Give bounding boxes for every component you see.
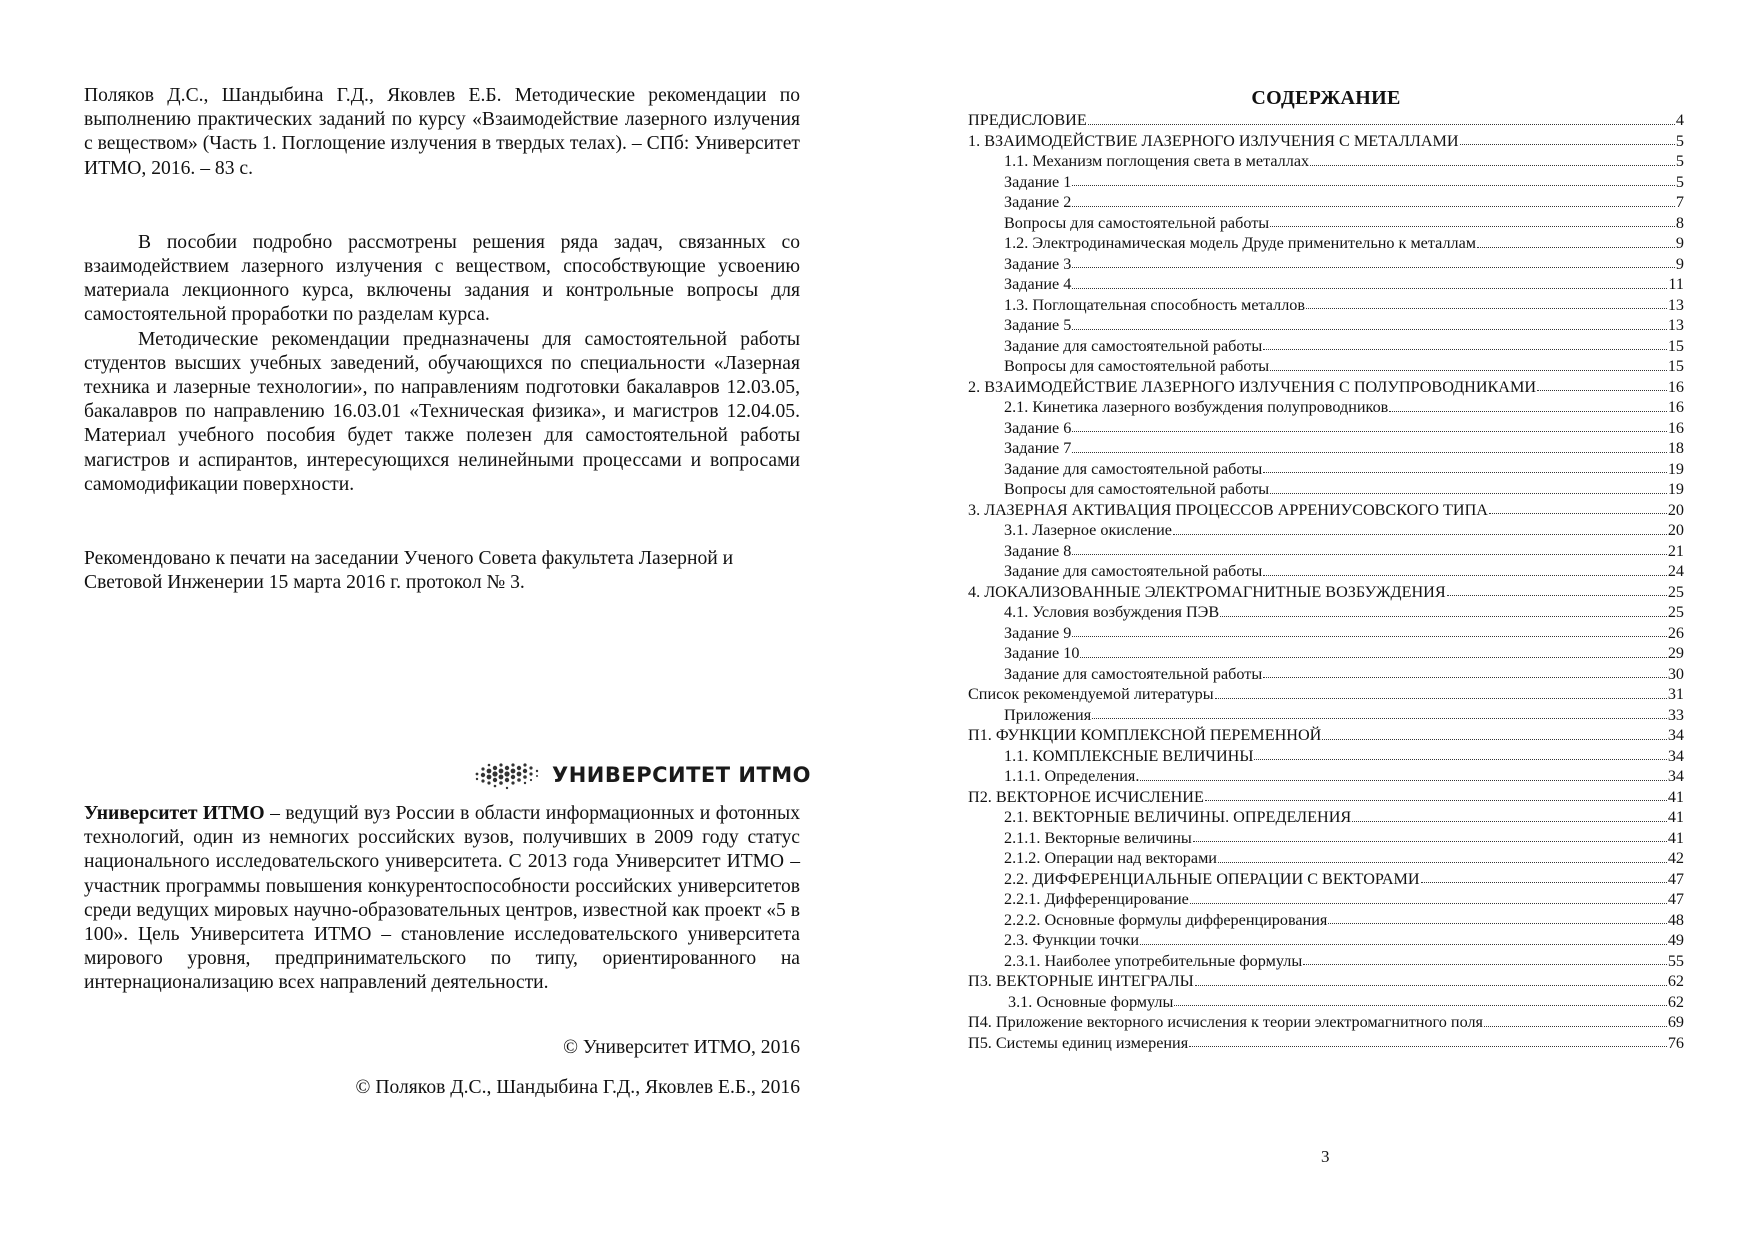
publication-approval: Рекомендовано к печати на заседании Ученого Совета факультета Лазерной и Световой Инженерии 15 марта 2016 г. протокол № 3. xyxy=(84,548,734,594)
toc-dot-leader xyxy=(1215,698,1667,699)
toc-dot-leader xyxy=(1263,677,1667,678)
toc-entry[interactable] xyxy=(968,172,1684,193)
toc-entry-label: Задание 5 xyxy=(1004,316,1072,334)
toc-entry-label: П4. Приложение векторного исчисления к теории электромагнитного поля xyxy=(968,1013,1483,1031)
toc-dot-leader xyxy=(1072,185,1675,186)
toc-entry[interactable] xyxy=(968,930,1684,951)
toc-entry-label: П1. ФУНКЦИИ КОМПЛЕКСНОЙ ПЕРЕМЕННОЙ xyxy=(968,726,1322,744)
toc-dot-leader xyxy=(1263,349,1667,350)
toc-dot-leader xyxy=(1218,862,1667,863)
toc-entry[interactable] xyxy=(968,479,1684,500)
toc-entry-label: 2. ВЗАИМОДЕЙСТВИЕ ЛАЗЕРНОГО ИЗЛУЧЕНИЯ С ПОЛУПРОВОДНИКАМИ xyxy=(968,377,1537,396)
toc-entry-label: 2.1.2. Операции над векторами xyxy=(1004,849,1217,867)
toc-entry-label: 1. ВЗАИМОДЕЙСТВИЕ ЛАЗЕРНОГО ИЗЛУЧЕНИЯ С МЕТАЛЛАМИ xyxy=(968,131,1459,150)
toc-entry[interactable] xyxy=(968,971,1684,992)
toc-entry[interactable] xyxy=(968,828,1684,849)
toc-dot-leader xyxy=(1205,800,1667,801)
toc-entry[interactable] xyxy=(968,336,1684,357)
toc-entry-page: 9 xyxy=(1675,234,1684,252)
toc-entry-label: 2.1. ВЕКТОРНЫЕ ВЕЛИЧИНЫ. ОПРЕДЕЛЕНИЯ xyxy=(1004,808,1352,826)
toc-dot-leader xyxy=(1140,780,1666,781)
toc-entry[interactable] xyxy=(968,295,1684,316)
university-name-bold: Университет ИТМО xyxy=(84,803,265,824)
bibliographic-reference: Поляков Д.С., Шандыбина Г.Д., Яковлев Е.Б. Методические рекомендации по выполнению практических заданий по курсу «Взаимодействие лазерного излучения с веществом» (Часть 1. Поглощение излучения в твердых телах). – СПб: Университет ИТМО, 2016. – 83 с. xyxy=(84,85,800,179)
toc-dot-leader xyxy=(1310,165,1675,166)
toc-dot-leader xyxy=(1489,513,1667,514)
toc-entry[interactable] xyxy=(968,377,1684,398)
toc-dot-leader xyxy=(1072,267,1675,268)
toc-entry-label: Задание 9 xyxy=(1004,623,1072,642)
toc-entry-page: 9 xyxy=(1675,254,1684,273)
toc-entry[interactable] xyxy=(968,151,1684,172)
toc-entry-page: 76 xyxy=(1667,1033,1684,1052)
toc-entry-page: 16 xyxy=(1667,377,1684,396)
toc-entry[interactable] xyxy=(968,766,1684,787)
toc-dot-leader xyxy=(1193,841,1667,842)
toc-entry-page: 20 xyxy=(1667,500,1684,519)
toc-entry-page: 24 xyxy=(1667,562,1684,580)
toc-entry-page: 25 xyxy=(1667,603,1684,621)
right-page xyxy=(968,86,1684,1053)
toc-dot-leader xyxy=(1072,206,1675,207)
toc-entry[interactable] xyxy=(968,110,1684,131)
toc-entry[interactable] xyxy=(968,889,1684,910)
toc-entry-label: Задание 1 xyxy=(1004,172,1072,191)
toc-entry-page: 13 xyxy=(1667,295,1684,314)
copyright-university: © Университет ИТМО, 2016 xyxy=(563,1037,800,1058)
toc-entry-label: 2.3.1. Наиболее употребительные формулы xyxy=(1004,951,1303,970)
toc-entry-page: 47 xyxy=(1667,869,1684,888)
toc-entry-page: 11 xyxy=(1668,275,1684,293)
toc-entry-page: 5 xyxy=(1675,131,1684,150)
toc-entry-label: Задание 6 xyxy=(1004,418,1072,437)
itmo-logo xyxy=(474,758,811,792)
toc-entry-label: Задание 2 xyxy=(1004,193,1072,211)
toc-entry[interactable] xyxy=(968,459,1684,480)
toc-dot-leader xyxy=(1303,964,1667,965)
left-page xyxy=(84,84,800,595)
toc-entry-page: 16 xyxy=(1667,418,1684,437)
toc-entry-label: Задание 10 xyxy=(1004,644,1080,662)
toc-entry-label: 1.2. Электродинамическая модель Друде применительно к металлам xyxy=(1004,234,1477,252)
toc-entry-page: 34 xyxy=(1667,726,1684,744)
toc-entry[interactable] xyxy=(968,643,1684,664)
toc-entry[interactable] xyxy=(968,233,1684,254)
toc-entry-label: 1.1. Механизм поглощения света в металлах xyxy=(1004,152,1310,170)
toc-dot-leader xyxy=(1173,534,1667,535)
toc-entry-page: 15 xyxy=(1667,357,1684,375)
toc-entry-page: 25 xyxy=(1667,582,1684,601)
toc-entry-label: 2.1. Кинетика лазерного возбуждения полупроводников xyxy=(1004,398,1389,416)
toc-entry-page: 16 xyxy=(1667,398,1684,416)
toc-entry-page: 21 xyxy=(1667,541,1684,560)
toc-entry-page: 69 xyxy=(1667,1013,1684,1031)
toc-entry-page: 41 xyxy=(1667,787,1684,806)
toc-entry-page: 5 xyxy=(1675,152,1684,170)
toc-entry-label: Вопросы для самостоятельной работы xyxy=(1004,213,1270,232)
toc-dot-leader xyxy=(1092,718,1667,719)
toc-entry-label: 2.1.1. Векторные величины xyxy=(1004,828,1192,847)
toc-entry-label: Вопросы для самостоятельной работы xyxy=(1004,480,1270,498)
toc-dot-leader xyxy=(1072,288,1667,289)
toc-entry[interactable] xyxy=(968,500,1684,521)
toc-entry-label: 4.1. Условия возбуждения ПЭВ xyxy=(1004,603,1220,621)
toc-entry[interactable] xyxy=(968,746,1684,767)
toc-entry-label: 4. ЛОКАЛИЗОВАННЫЕ ЭЛЕКТРОМАГНИТНЫЕ ВОЗБУЖДЕНИЯ xyxy=(968,582,1446,601)
toc-dot-leader xyxy=(1088,124,1675,125)
abstract-paragraph: В пособии подробно рассмотрены решения ряда задач, связанных со взаимодействием лазерного излучения с веществом, способствующие усвоению материала лекционного курса, включены задания и контрольные вопросы для самостоятельной проработки по разделам курса. xyxy=(84,231,800,326)
toc-entry-label: П5. Системы единиц измерения xyxy=(968,1033,1189,1052)
toc-entry[interactable] xyxy=(968,520,1684,541)
toc-entry-page: 5 xyxy=(1675,172,1684,191)
toc-entry-label: П2. ВЕКТОРНОЕ ИСЧИСЛЕНИЕ xyxy=(968,787,1204,806)
toc-dot-leader xyxy=(1421,882,1667,883)
toc-dot-leader xyxy=(1270,370,1667,371)
toc-entry[interactable] xyxy=(968,397,1684,418)
toc-dot-leader xyxy=(1263,472,1667,473)
toc-entry-page: 4 xyxy=(1675,111,1684,129)
toc-entry-label: 3.1. Основные формулы xyxy=(1008,992,1174,1011)
toc-entry[interactable] xyxy=(968,807,1684,828)
toc-dot-leader xyxy=(1189,1046,1667,1047)
toc-entry-page: 18 xyxy=(1667,439,1684,457)
toc-entry[interactable] xyxy=(968,787,1684,808)
table-of-contents xyxy=(968,110,1684,1053)
toc-dot-leader xyxy=(1254,759,1666,760)
toc-dot-leader xyxy=(1195,985,1667,986)
toc-entry[interactable] xyxy=(968,664,1684,685)
toc-dot-leader xyxy=(1072,431,1666,432)
toc-entry[interactable] xyxy=(968,623,1684,644)
toc-entry[interactable] xyxy=(968,561,1684,582)
toc-entry[interactable] xyxy=(968,684,1684,705)
toc-dot-leader xyxy=(1537,390,1667,391)
toc-entry[interactable] xyxy=(968,910,1684,931)
toc-entry-page: 47 xyxy=(1667,890,1684,908)
toc-dot-leader xyxy=(1174,1005,1666,1006)
toc-entry-page: 30 xyxy=(1667,664,1684,683)
toc-entry-page: 26 xyxy=(1667,623,1684,642)
toc-entry-label: Список рекомендуемой литературы xyxy=(968,685,1214,703)
university-description xyxy=(84,802,800,996)
toc-entry[interactable] xyxy=(968,1012,1684,1033)
toc-dot-leader xyxy=(1072,636,1666,637)
toc-entry-label: 2.2.2. Основные формулы дифференцирования xyxy=(1004,910,1328,929)
toc-entry[interactable] xyxy=(968,848,1684,869)
toc-dot-leader xyxy=(1460,144,1675,145)
toc-entry-page: 15 xyxy=(1667,336,1684,355)
toc-entry-page: 33 xyxy=(1667,705,1684,724)
page-number: 3 xyxy=(1321,1147,1330,1166)
toc-entry-page: 49 xyxy=(1667,931,1684,949)
toc-dot-leader xyxy=(1484,1026,1667,1027)
toc-entry-page: 19 xyxy=(1667,459,1684,478)
toc-entry-page: 62 xyxy=(1667,992,1684,1011)
toc-title: СОДЕРЖАНИЕ xyxy=(1251,87,1401,109)
toc-dot-leader xyxy=(1220,616,1667,617)
toc-entry-page: 20 xyxy=(1667,521,1684,539)
toc-entry-label: Задание для самостоятельной работы xyxy=(1004,336,1263,355)
toc-entry-page: 13 xyxy=(1667,316,1684,334)
toc-entry[interactable] xyxy=(968,213,1684,234)
toc-entry-page: 8 xyxy=(1675,213,1684,232)
toc-entry[interactable] xyxy=(968,356,1684,377)
toc-entry-label: 1.3. Поглощательная способность металлов xyxy=(1004,295,1306,314)
toc-entry-label: Задание для самостоятельной работы xyxy=(1004,459,1263,478)
itmo-dots-logo-icon xyxy=(474,760,542,790)
toc-dot-leader xyxy=(1140,944,1667,945)
toc-entry[interactable] xyxy=(968,418,1684,439)
toc-dot-leader xyxy=(1263,575,1667,576)
toc-entry-page: 55 xyxy=(1667,951,1684,970)
abstract xyxy=(84,231,800,497)
toc-entry-label: 1.1. КОМПЛЕКСНЫЕ ВЕЛИЧИНЫ xyxy=(1004,746,1254,765)
toc-dot-leader xyxy=(1072,329,1666,330)
toc-entry[interactable] xyxy=(968,1033,1684,1054)
toc-dot-leader xyxy=(1322,739,1666,740)
toc-entry-label: Вопросы для самостоятельной работы xyxy=(1004,357,1270,375)
toc-entry-label: ПРЕДИСЛОВИЕ xyxy=(968,111,1087,129)
toc-entry-label: 2.2.1. Дифференцирование xyxy=(1004,890,1189,908)
abstract-paragraph: Методические рекомендации предназначены для самостоятельной работы студентов высших учебных заведений, обучающихся по специальности «Лазерная техника и лазерные технологии», по направлениям подготовки бакалавров 12.03.05, бакалавров по направлению 16.03.01 «Техническая физика», и магистров 12.04.05. Материал учебного пособия будет также полезен для самостоятельной работы магистров и аспирантов, интересующихся нелинейными процессами и вопросами самомодификации поверхности. xyxy=(84,328,800,495)
toc-entry[interactable] xyxy=(968,725,1684,746)
toc-dot-leader xyxy=(1072,452,1666,453)
toc-entry-label: Задание 8 xyxy=(1004,541,1072,560)
toc-entry-label: Задание для самостоятельной работы xyxy=(1004,562,1263,580)
toc-entry-page: 41 xyxy=(1667,828,1684,847)
toc-entry-label: Приложения xyxy=(1004,705,1092,724)
toc-dot-leader xyxy=(1352,821,1667,822)
toc-entry-page: 41 xyxy=(1667,808,1684,826)
toc-dot-leader xyxy=(1072,554,1666,555)
toc-dot-leader xyxy=(1477,247,1675,248)
toc-entry-label: Задание 3 xyxy=(1004,254,1072,273)
toc-dot-leader xyxy=(1306,308,1667,309)
toc-entry-label: П3. ВЕКТОРНЫЕ ИНТЕГРАЛЫ xyxy=(968,972,1194,990)
toc-dot-leader xyxy=(1270,226,1675,227)
toc-entry-label: 2.3. Функции точки xyxy=(1004,931,1139,949)
toc-entry-label: Задание 7 xyxy=(1004,439,1072,457)
toc-entry-label: Задание для самостоятельной работы xyxy=(1004,664,1263,683)
toc-entry-label: 3. ЛАЗЕРНАЯ АКТИВАЦИЯ ПРОЦЕССОВ АРРЕНИУСОВСКОГО ТИПА xyxy=(968,500,1488,519)
toc-dot-leader xyxy=(1080,657,1666,658)
toc-dot-leader xyxy=(1389,411,1667,412)
toc-entry-page: 34 xyxy=(1667,746,1684,765)
toc-entry[interactable] xyxy=(968,582,1684,603)
toc-entry[interactable] xyxy=(968,315,1684,336)
toc-entry[interactable] xyxy=(968,951,1684,972)
toc-dot-leader xyxy=(1328,923,1666,924)
toc-entry[interactable] xyxy=(968,541,1684,562)
toc-entry-page: 34 xyxy=(1667,767,1684,785)
toc-dot-leader xyxy=(1190,903,1667,904)
toc-entry-page: 31 xyxy=(1667,685,1684,703)
toc-entry[interactable] xyxy=(968,254,1684,275)
toc-entry[interactable] xyxy=(968,438,1684,459)
toc-entry-label: 2.2. ДИФФЕРЕНЦИАЛЬНЫЕ ОПЕРАЦИИ С ВЕКТОРАМИ xyxy=(1004,869,1420,888)
toc-entry[interactable] xyxy=(968,192,1684,213)
toc-dot-leader xyxy=(1447,595,1667,596)
toc-entry-page: 19 xyxy=(1667,480,1684,498)
copyright-authors: © Поляков Д.С., Шандыбина Г.Д., Яковлев Е.Б., 2016 xyxy=(355,1077,800,1098)
toc-entry-page: 42 xyxy=(1667,849,1684,867)
toc-entry-page: 29 xyxy=(1667,644,1684,662)
toc-entry[interactable] xyxy=(968,274,1684,295)
toc-entry[interactable] xyxy=(968,602,1684,623)
toc-entry-page: 7 xyxy=(1675,193,1684,211)
toc-entry[interactable] xyxy=(968,992,1684,1013)
toc-entry-label: 1.1.1. Определения. xyxy=(1004,767,1140,785)
toc-entry[interactable] xyxy=(968,869,1684,890)
toc-entry-page: 48 xyxy=(1667,910,1684,929)
toc-entry-page: 62 xyxy=(1667,972,1684,990)
toc-entry[interactable] xyxy=(968,705,1684,726)
toc-entry-label: Задание 4 xyxy=(1004,275,1072,293)
university-description-text: – ведущий вуз России в области информационных и фотонных технологий, один из немногих российских вузов, получивших в 2009 году статус национального исследовательского университета. С 2013 года Университет ИТМО – участник программы повышения конкурентоспособности российских университетов среди ведущих мировых научно-образовательных центров, известной как проект «5 в 100». Цель Университета ИТМО – становление исследовательского университета мирового уровня, предпринимательского по типу, ориентированного на интернационализацию всех направлений деятельности. xyxy=(84,803,800,994)
toc-entry-label: 3.1. Лазерное окисление xyxy=(1004,521,1172,539)
toc-dot-leader xyxy=(1270,493,1667,494)
toc-entry[interactable] xyxy=(968,131,1684,152)
logo-wordmark: УНИВЕРСИТЕТ ИТМО xyxy=(552,763,812,787)
